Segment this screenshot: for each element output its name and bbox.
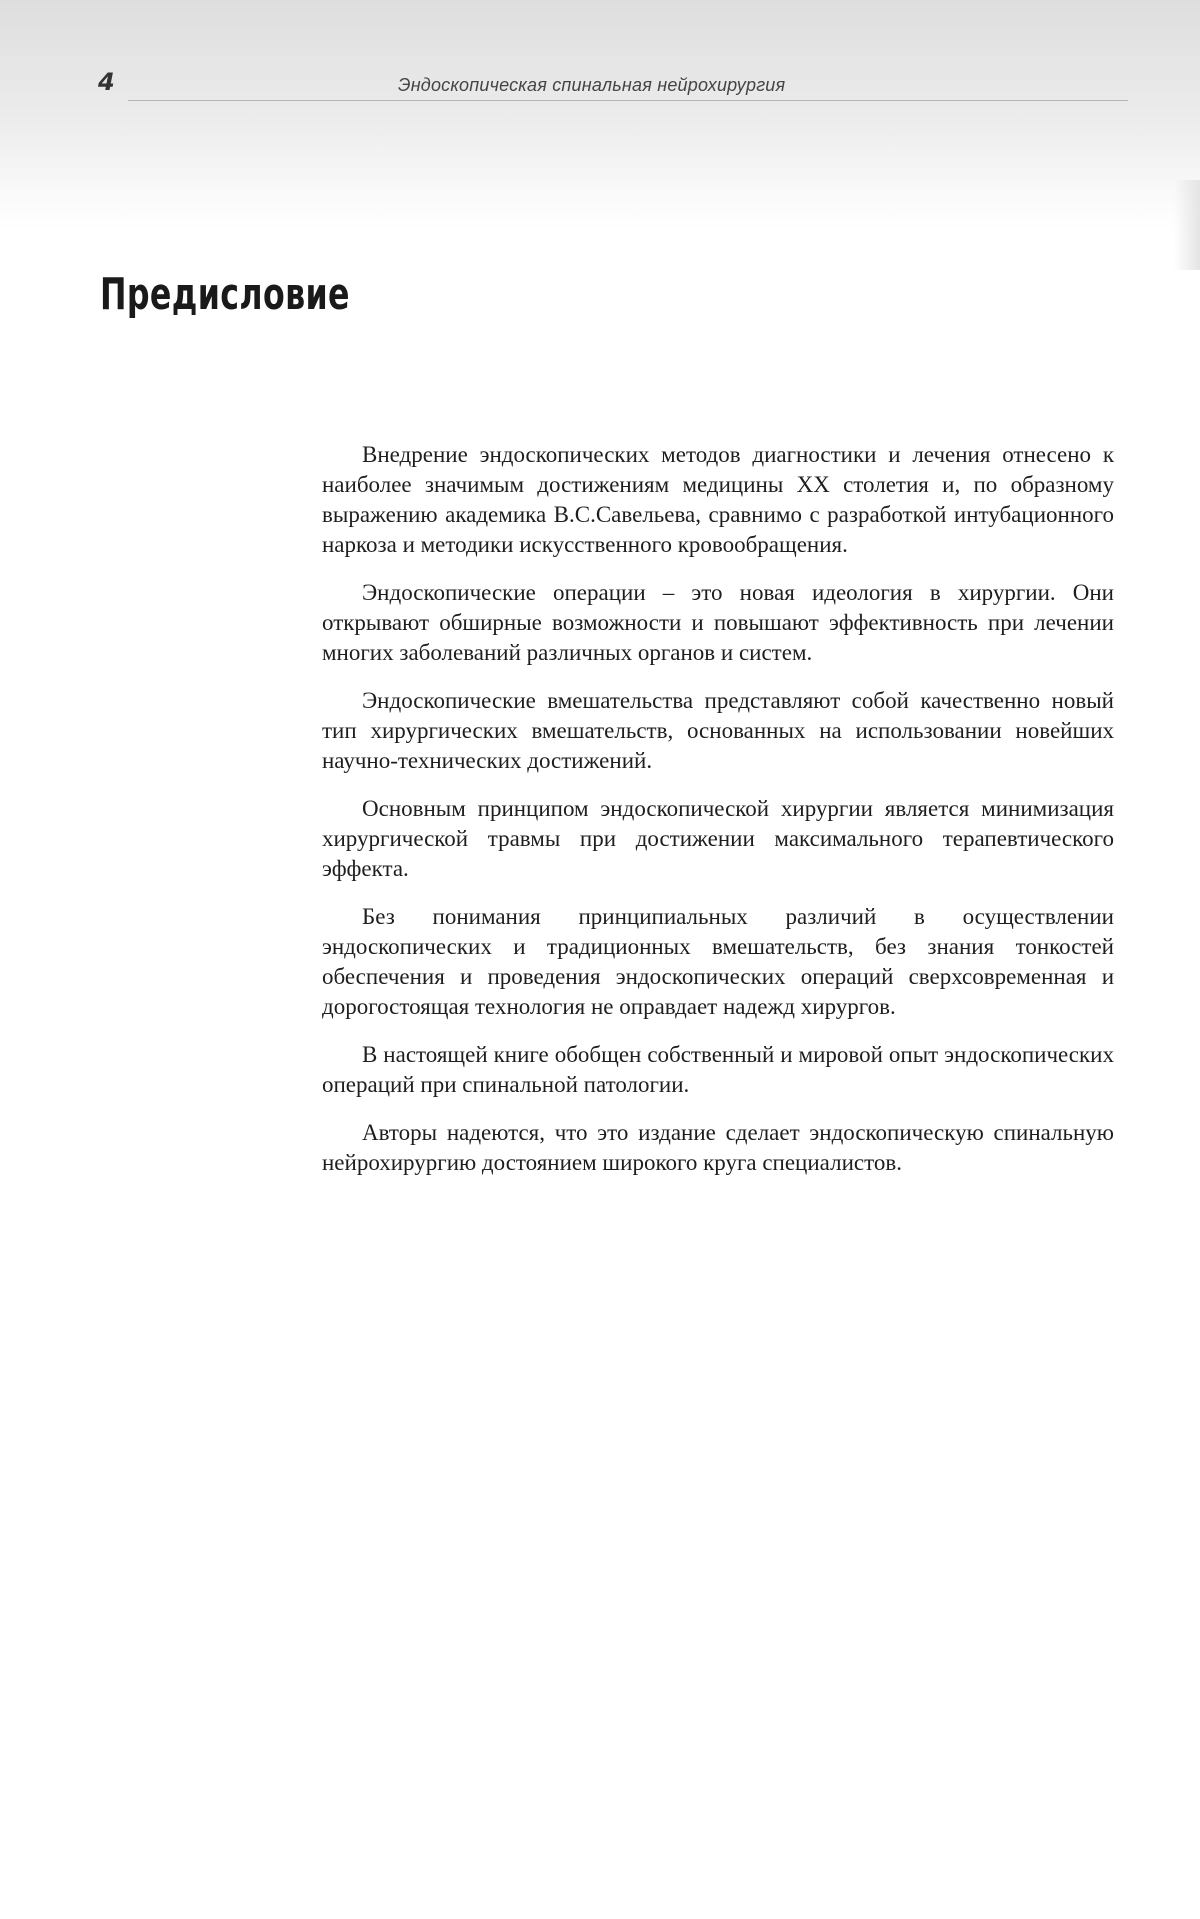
paragraph-3: Эндоскопические вмешательства представляют собой качественно новый тип хирургических вмешательств, основанных на использовании новейших научно-технических достижений. [322, 688, 1114, 773]
paragraph-2: Эндоскопические операции – это новая идеология в хирургии. Они открывают обширные возможности и повышают эффективность при лечении многих заболеваний различных органов и систем. [322, 580, 1114, 665]
chapter-title: Предисловие [100, 269, 350, 320]
page-header [98, 68, 1130, 102]
paragraph-7: Авторы надеются, что это издание сделает эндоскопическую спинальную нейрохирургию достоянием широкого круга специалистов. [322, 1120, 1114, 1175]
header-divider [128, 100, 1128, 101]
paragraph-6: В настоящей книге обобщен собственный и мировой опыт эндоскопических операций при спинальной патологии. [322, 1042, 1114, 1097]
page-edge-shadow [1174, 180, 1200, 270]
running-title: Эндоскопическая спинальная нейрохирургия [398, 75, 786, 95]
paragraph-1: Внедрение эндоскопических методов диагностики и лечения отнесено к наиболее значимым достижениям медицины XX столетия и, по образному выражению академика В.С.Савельева, сравнимо с разработкой интубационного наркоза и методики искусственного кровообращения. [322, 442, 1114, 557]
paragraph-5: Без понимания принципиальных различий в осуществлении эндоскопических и традиционных вмешательств, без знания тонкостей обеспечения и проведения эндоскопических операций сверхсовременная и дорогостоящая технология не оправдает надежд хирургов. [322, 904, 1114, 1019]
page-number: 4 [98, 68, 115, 96]
body-text [322, 440, 1114, 1196]
paragraph-4: Основным принципом эндоскопической хирургии является минимизация хирургической травмы при достижении максимального терапевтического эффекта. [322, 796, 1114, 881]
